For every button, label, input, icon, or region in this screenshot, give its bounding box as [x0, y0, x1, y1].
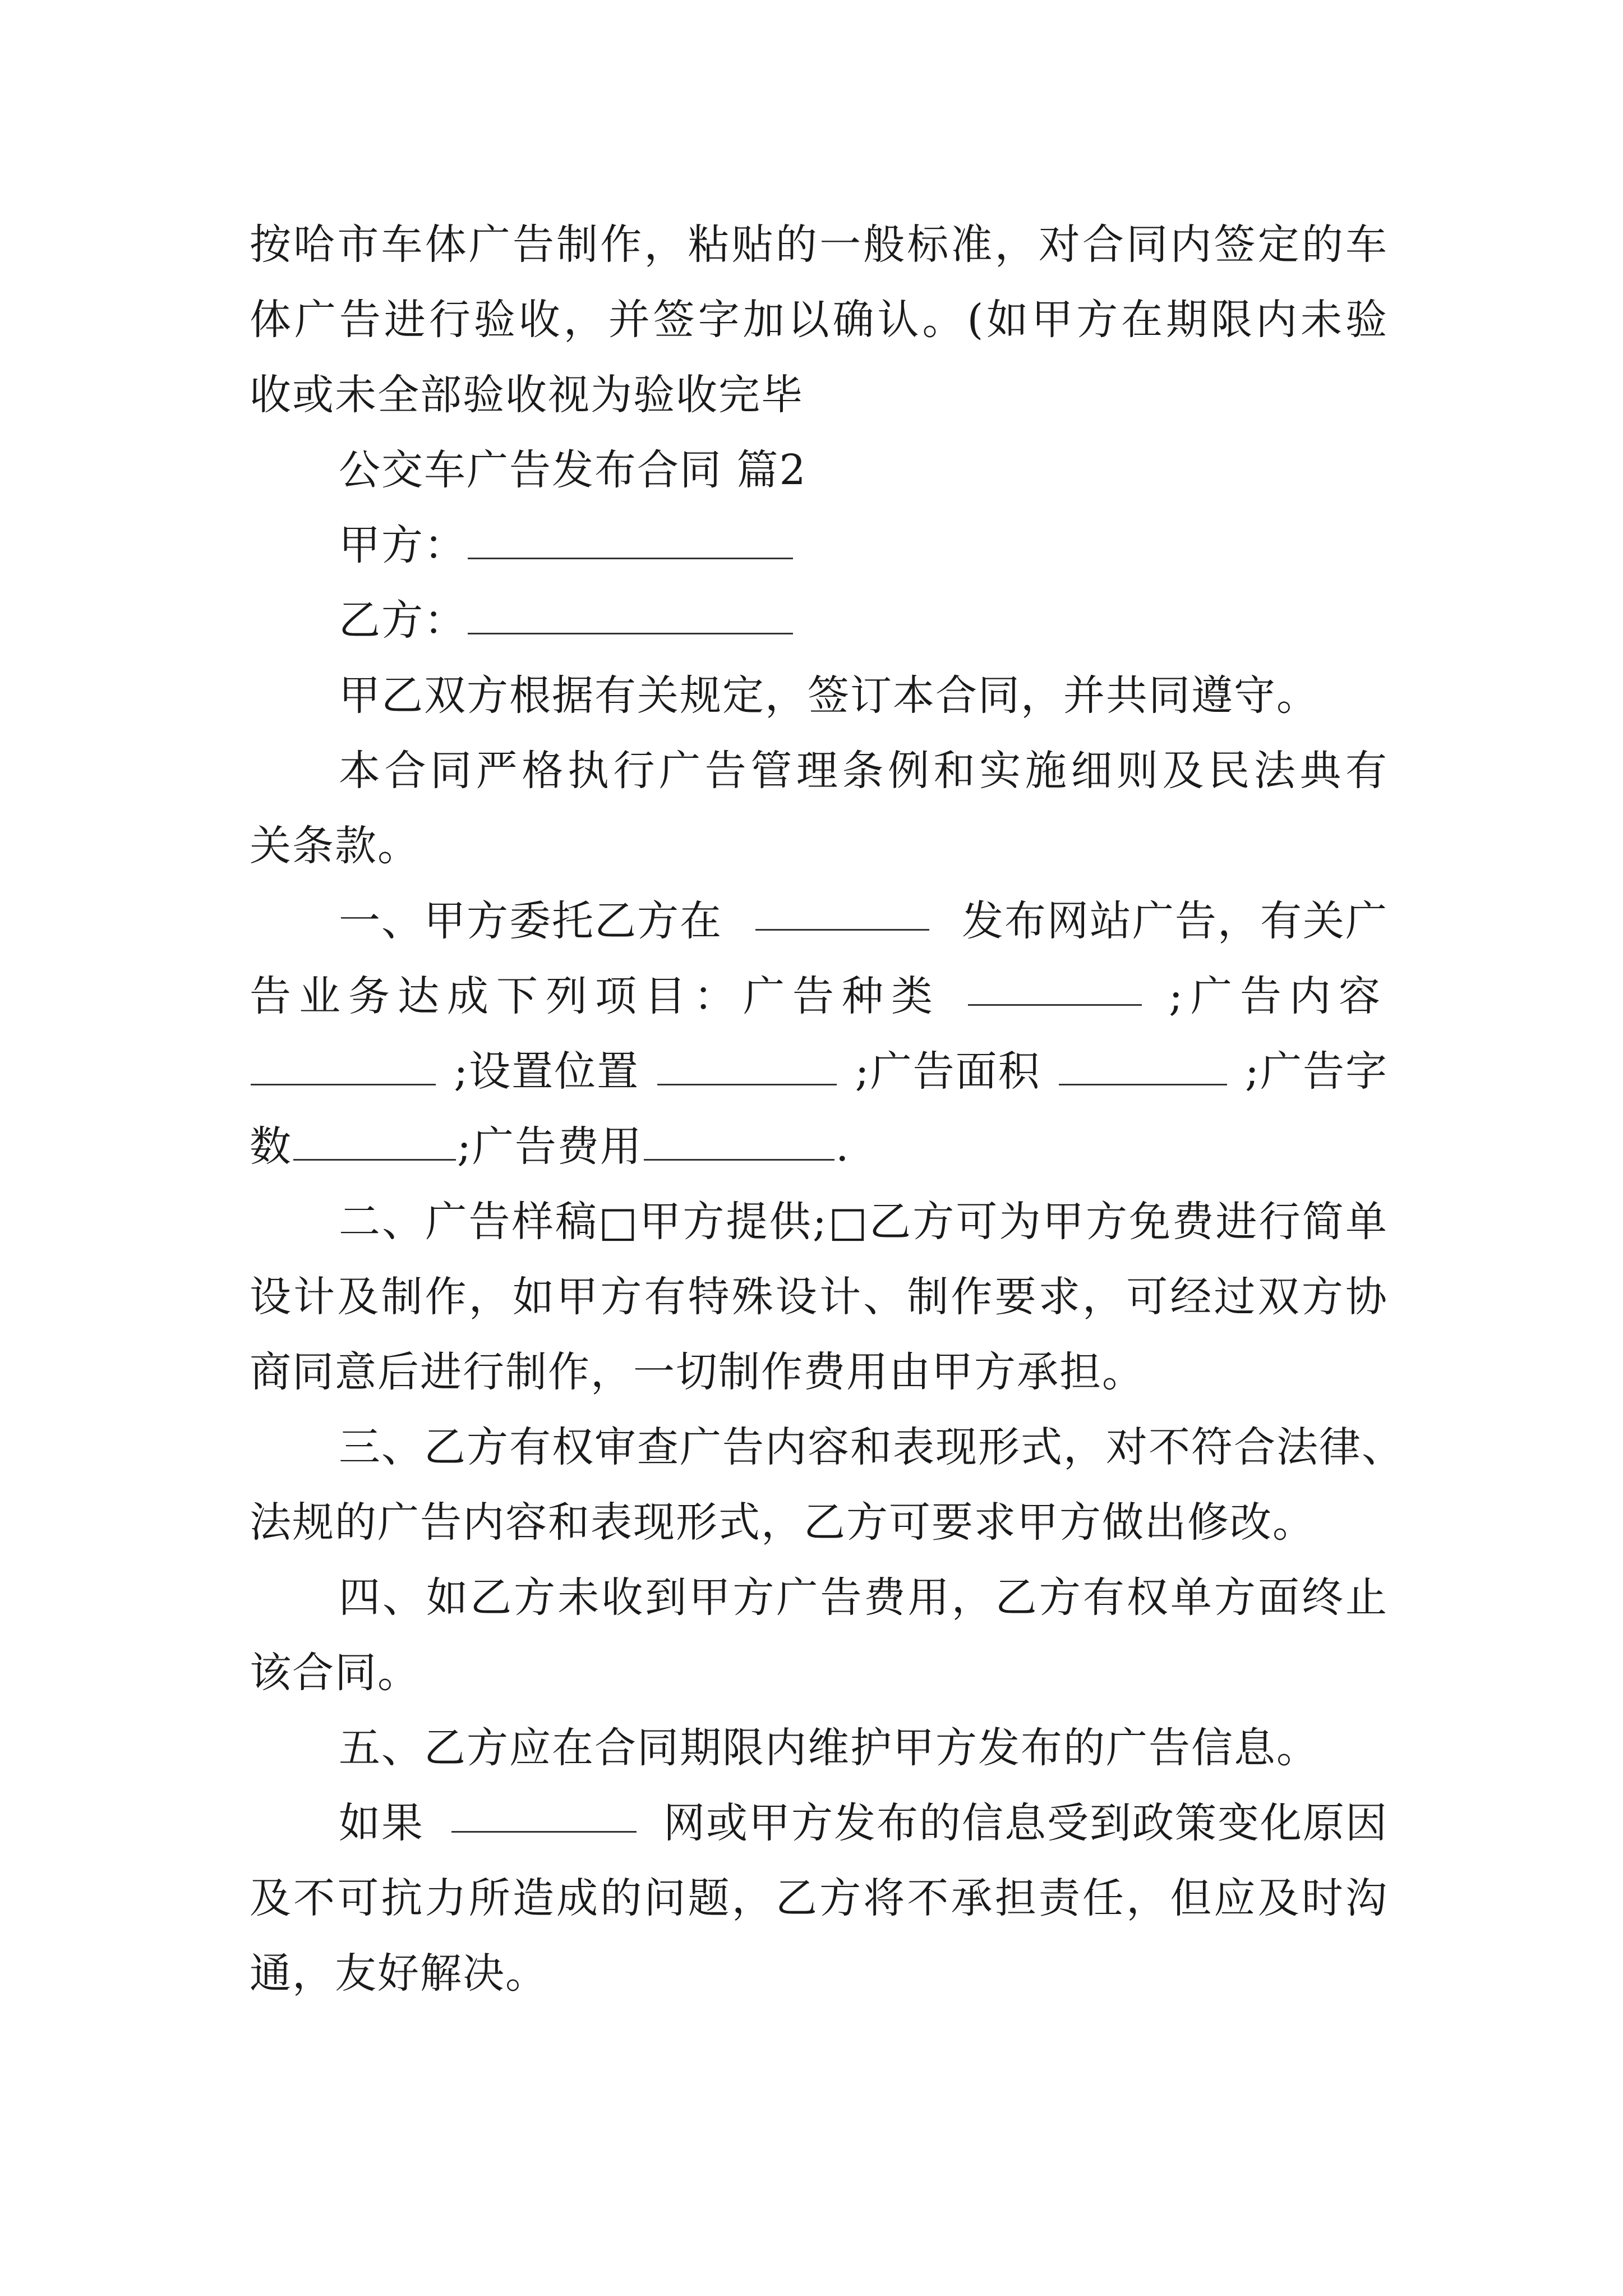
network-blank: [451, 1795, 637, 1833]
clause-1-line-1: [339, 893, 1388, 949]
fee-blank: [644, 1123, 834, 1161]
clause-1-text-b: 发布网站广告，有关广: [962, 897, 1388, 945]
clause-5-line-1: [339, 1795, 1388, 1851]
text-line: 该合同。: [250, 1649, 420, 1697]
text-line: 关条款。: [250, 822, 420, 870]
section-title: 公交车广告发布合同 篇2: [339, 446, 807, 494]
clause-1-text-f: ;广告面积: [855, 1047, 1041, 1096]
text-line: 及不可抗力所造成的问题，乙方将不承担责任，但应及时沟: [250, 1874, 1388, 1922]
text-line: 本合同严格执行广告管理条例和实施细则及民法典有: [339, 747, 1388, 795]
text-line: 收或未全部验收视为验收完毕: [250, 371, 804, 419]
party-b-blank: [468, 597, 793, 634]
party-a-blank: [468, 522, 793, 559]
clause-1-text-h: 数: [250, 1122, 292, 1171]
text-line: 甲乙双方根据有关规定，签订本合同，并共同遵守。: [339, 671, 1319, 720]
party-a-label: 甲方：: [339, 521, 467, 569]
clause-1-line-3: [250, 1043, 1388, 1099]
clause-1-text-c: 告业务达成下列项目：广告种类: [250, 972, 940, 1020]
text-line: 通，友好解决。: [250, 1949, 548, 1998]
text-line: 三、乙方有权审查广告内容和表现形式，对不符合法律、: [339, 1423, 1404, 1471]
clause-1-text-i: ;广告费用: [457, 1122, 643, 1171]
party-a-line: [339, 517, 1477, 573]
clause-5-text-a: 如果: [339, 1799, 424, 1847]
text-line: 按哈市车体广告制作，粘贴的一般标准，对合同内签定的车: [250, 220, 1388, 269]
text-line: 设计及制作，如甲方有特殊设计、制作要求，可经过双方协: [250, 1273, 1388, 1321]
website-blank: [755, 893, 929, 931]
clause-5-text-b: 网或甲方发布的信息受到政策变化原因: [663, 1799, 1388, 1847]
clause-1-text-d: ;广告内容: [1169, 972, 1388, 1020]
word-count-blank: [293, 1123, 456, 1161]
clause-1-text-j: .: [835, 1122, 850, 1171]
party-b-line: [339, 592, 1477, 648]
party-b-label: 乙方：: [339, 596, 467, 645]
text-line: 商同意后进行制作，一切制作费用由甲方承担。: [250, 1348, 1145, 1396]
clause-1-text-a: 一、甲方委托乙方在: [339, 897, 722, 945]
text-line: 体广告进行验收，并签字加以确认。(如甲方在期限内未验: [250, 296, 1388, 344]
position-blank: [657, 1048, 837, 1085]
area-blank: [1059, 1048, 1227, 1085]
ad-content-blank: [251, 1048, 436, 1085]
text-line: 二、广告样稿□甲方提供;□乙方可为甲方免费进行简单: [339, 1198, 1388, 1246]
text-line: 四、如乙方未收到甲方广告费用，乙方有权单方面终止: [339, 1573, 1388, 1622]
clause-1-line-4: [250, 1119, 1388, 1175]
clause-1-line-2: [250, 968, 1388, 1024]
text-line: 五、乙方应在合同期限内维护甲方发布的广告信息。: [339, 1724, 1319, 1772]
ad-type-blank: [968, 968, 1142, 1006]
clause-1-text-g: ;广告字: [1245, 1047, 1388, 1096]
clause-1-text-e: ;设置位置: [454, 1047, 640, 1096]
text-line: 法规的广告内容和表现形式，乙方可要求甲方做出修改。: [250, 1498, 1315, 1547]
